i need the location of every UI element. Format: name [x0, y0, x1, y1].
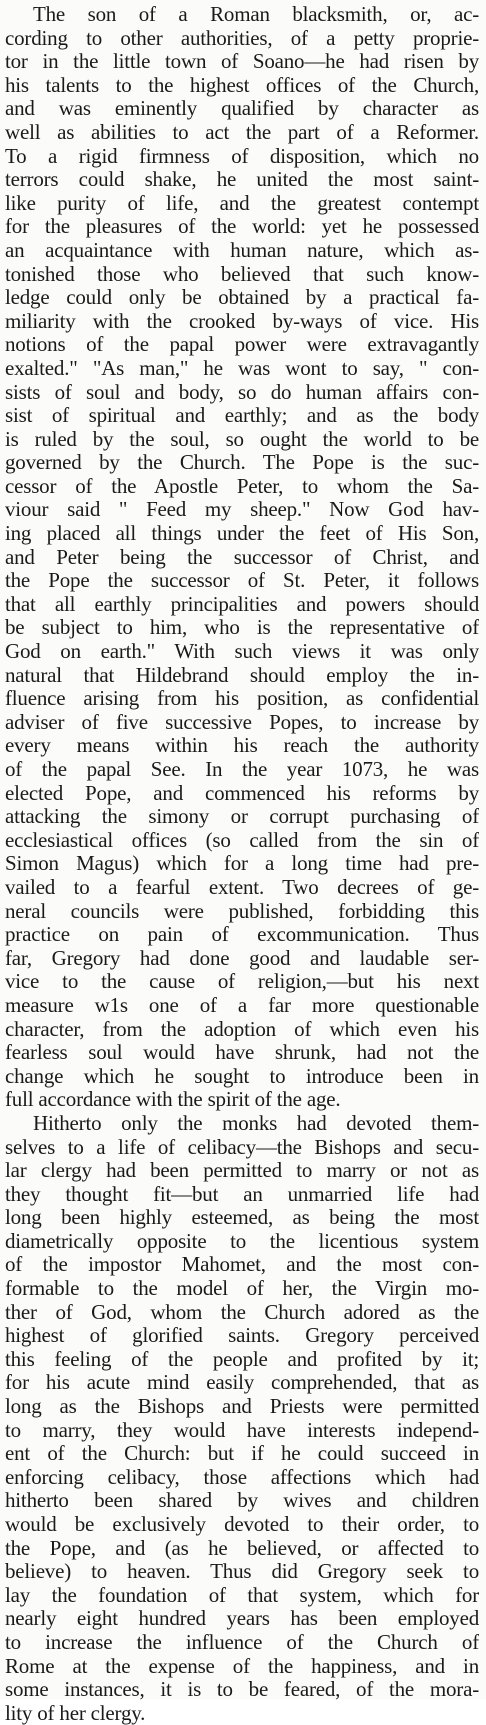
text-line: highest of glorified saints. Gregory perceived: [5, 1324, 479, 1348]
text-line: they thought fit—but an unmarried life had: [5, 1182, 479, 1206]
text-line: to marry, they would have interests independ-: [5, 1418, 479, 1442]
text-line: viour said " Feed my sheep." Now God hav-: [5, 498, 479, 522]
text-line: cessor of the Apostle Peter, to whom the Sa-: [5, 474, 479, 498]
text-line: long as the Bishops and Priests were permitted: [5, 1395, 479, 1419]
text-line: far, Gregory had done good and laudable ser-: [5, 946, 479, 970]
text-line: Rome at the expense of the happiness, and in: [5, 1654, 479, 1678]
text-line: exalted." "As man," he was wont to say, " con-: [5, 356, 479, 380]
text-line: miliarity with the crooked by-ways of vice. His: [5, 309, 479, 333]
text-line: tor in the little town of Soano—he had risen by: [5, 50, 479, 74]
text-line: cording to other authorities, of a petty proprie-: [5, 26, 479, 50]
text-line: for the pleasures of the world: yet he possessed: [5, 215, 479, 239]
text-line: To a rigid firmness of disposition, which no: [5, 144, 479, 168]
text-line: sist of spiritual and earthly; and as the body: [5, 404, 479, 428]
text-line: of the papal See. In the year 1073, he was: [5, 758, 479, 781]
text-line: adviser of five successive Popes, to increase by: [5, 710, 479, 734]
text-line: of the impostor Mahomet, and the most con-: [5, 1253, 479, 1277]
text-line: ing placed all things under the feet of His Son,: [5, 522, 479, 546]
text-line: elected Pope, and commenced his reforms by: [5, 781, 479, 805]
text-line: formable to the model of her, the Virgin mo-: [5, 1277, 479, 1301]
text-line: ledge could only be obtained by a practical fa-: [5, 286, 479, 310]
text-line: vice to the cause of religion,—but his next: [5, 970, 479, 994]
text-line: the Pope, and (as he believed, or affected to: [5, 1536, 479, 1560]
text-line: governed by the Church. The Pope is the suc-: [5, 451, 479, 475]
text-line: tonished those who believed that such know-: [5, 262, 479, 286]
text-line: that all earthly principalities and powers should: [5, 592, 479, 616]
text-line: his talents to the highest offices of the Church,: [5, 73, 479, 97]
text-line: this feeling of the people and profited by it;: [5, 1347, 479, 1371]
text-line: vailed to a fearful extent. Two decrees of ge-: [5, 875, 479, 899]
text-line: neral councils were published, forbidding this: [5, 899, 479, 923]
text-line: natural that Hildebrand should employ the in-: [5, 663, 479, 687]
text-line: terrors could shake, he united the most saint-: [5, 168, 479, 192]
text-line: change which he sought to introduce been in: [5, 1064, 479, 1088]
text-line: God on earth." With such views it was only: [5, 640, 479, 664]
text-line: believe) to heaven. Thus did Gregory seek to: [5, 1560, 479, 1584]
text-line: well as abilities to act the part of a Reformer.: [5, 120, 479, 144]
text-line: Simon Magus) which for a long time had pre-: [5, 852, 479, 876]
text-line: lay the foundation of that system, which for: [5, 1583, 479, 1607]
text-line: like purity of life, and the greatest contempt: [5, 191, 479, 215]
text-line: every means within his reach the authority: [5, 734, 479, 758]
text-line: for his acute mind easily comprehended, that as: [5, 1371, 479, 1395]
text-line: full accordance with the spirit of the age.: [5, 1088, 341, 1112]
text-column: [5, 3, 479, 1725]
paragraph: [5, 3, 479, 1112]
text-line: fluence arising from his position, as confidential: [5, 687, 479, 711]
text-line: and was eminently qualified by character as: [5, 97, 479, 121]
text-line: enforcing celibacy, those affections which had: [5, 1465, 479, 1489]
text-line: long been highly esteemed, as being the most: [5, 1206, 479, 1230]
text-line: would be exclusively devoted to their order, to: [5, 1513, 479, 1536]
text-line: Hitherto only the monks had devoted them-: [33, 1111, 479, 1135]
text-line: selves to a life of celibacy—the Bishops and secu-: [5, 1135, 479, 1159]
text-line: the Pope the successor of St. Peter, it follows: [5, 569, 479, 593]
text-line: lar clergy had been permitted to marry or not as: [5, 1159, 479, 1183]
text-line: nearly eight hundred years has been employed: [5, 1607, 479, 1631]
text-line: an acquaintance with human nature, which as-: [5, 238, 479, 262]
text-line: ecclesiastical offices (so called from the sin of: [5, 828, 479, 852]
text-line: notions of the papal power were extravagantly: [5, 333, 479, 357]
text-line: diametrically opposite to the licentious system: [5, 1229, 479, 1253]
text-line: practice on pain of excommunication. Thus: [5, 923, 479, 947]
text-line: to increase the influence of the Church of: [5, 1630, 479, 1654]
text-line: fearless soul would have shrunk, had not the: [5, 1041, 479, 1065]
text-line: attacking the simony or corrupt purchasing of: [5, 805, 479, 829]
text-line: lity of her clergy.: [5, 1701, 146, 1725]
text-line: and Peter being the successor of Christ, and: [5, 545, 479, 569]
text-line: ther of God, whom the Church adored as the: [5, 1300, 479, 1324]
text-line: sists of soul and body, so do human affairs con-: [5, 380, 479, 404]
text-line: some instances, it is to be feared, of the mora-: [5, 1678, 479, 1702]
text-line: character, from the adoption of which even his: [5, 1017, 479, 1041]
text-line: measure w1s one of a far more questionable: [5, 993, 479, 1017]
text-line: is ruled by the soul, so ought the world to be: [5, 427, 479, 451]
text-line: The son of a Roman blacksmith, or, ac-: [33, 3, 479, 26]
text-line: be subject to him, who is the representative of: [5, 616, 479, 640]
text-line: hitherto been shared by wives and children: [5, 1489, 479, 1513]
paragraph: [5, 1112, 479, 1725]
text-line: ent of the Church: but if he could succeed in: [5, 1442, 479, 1466]
